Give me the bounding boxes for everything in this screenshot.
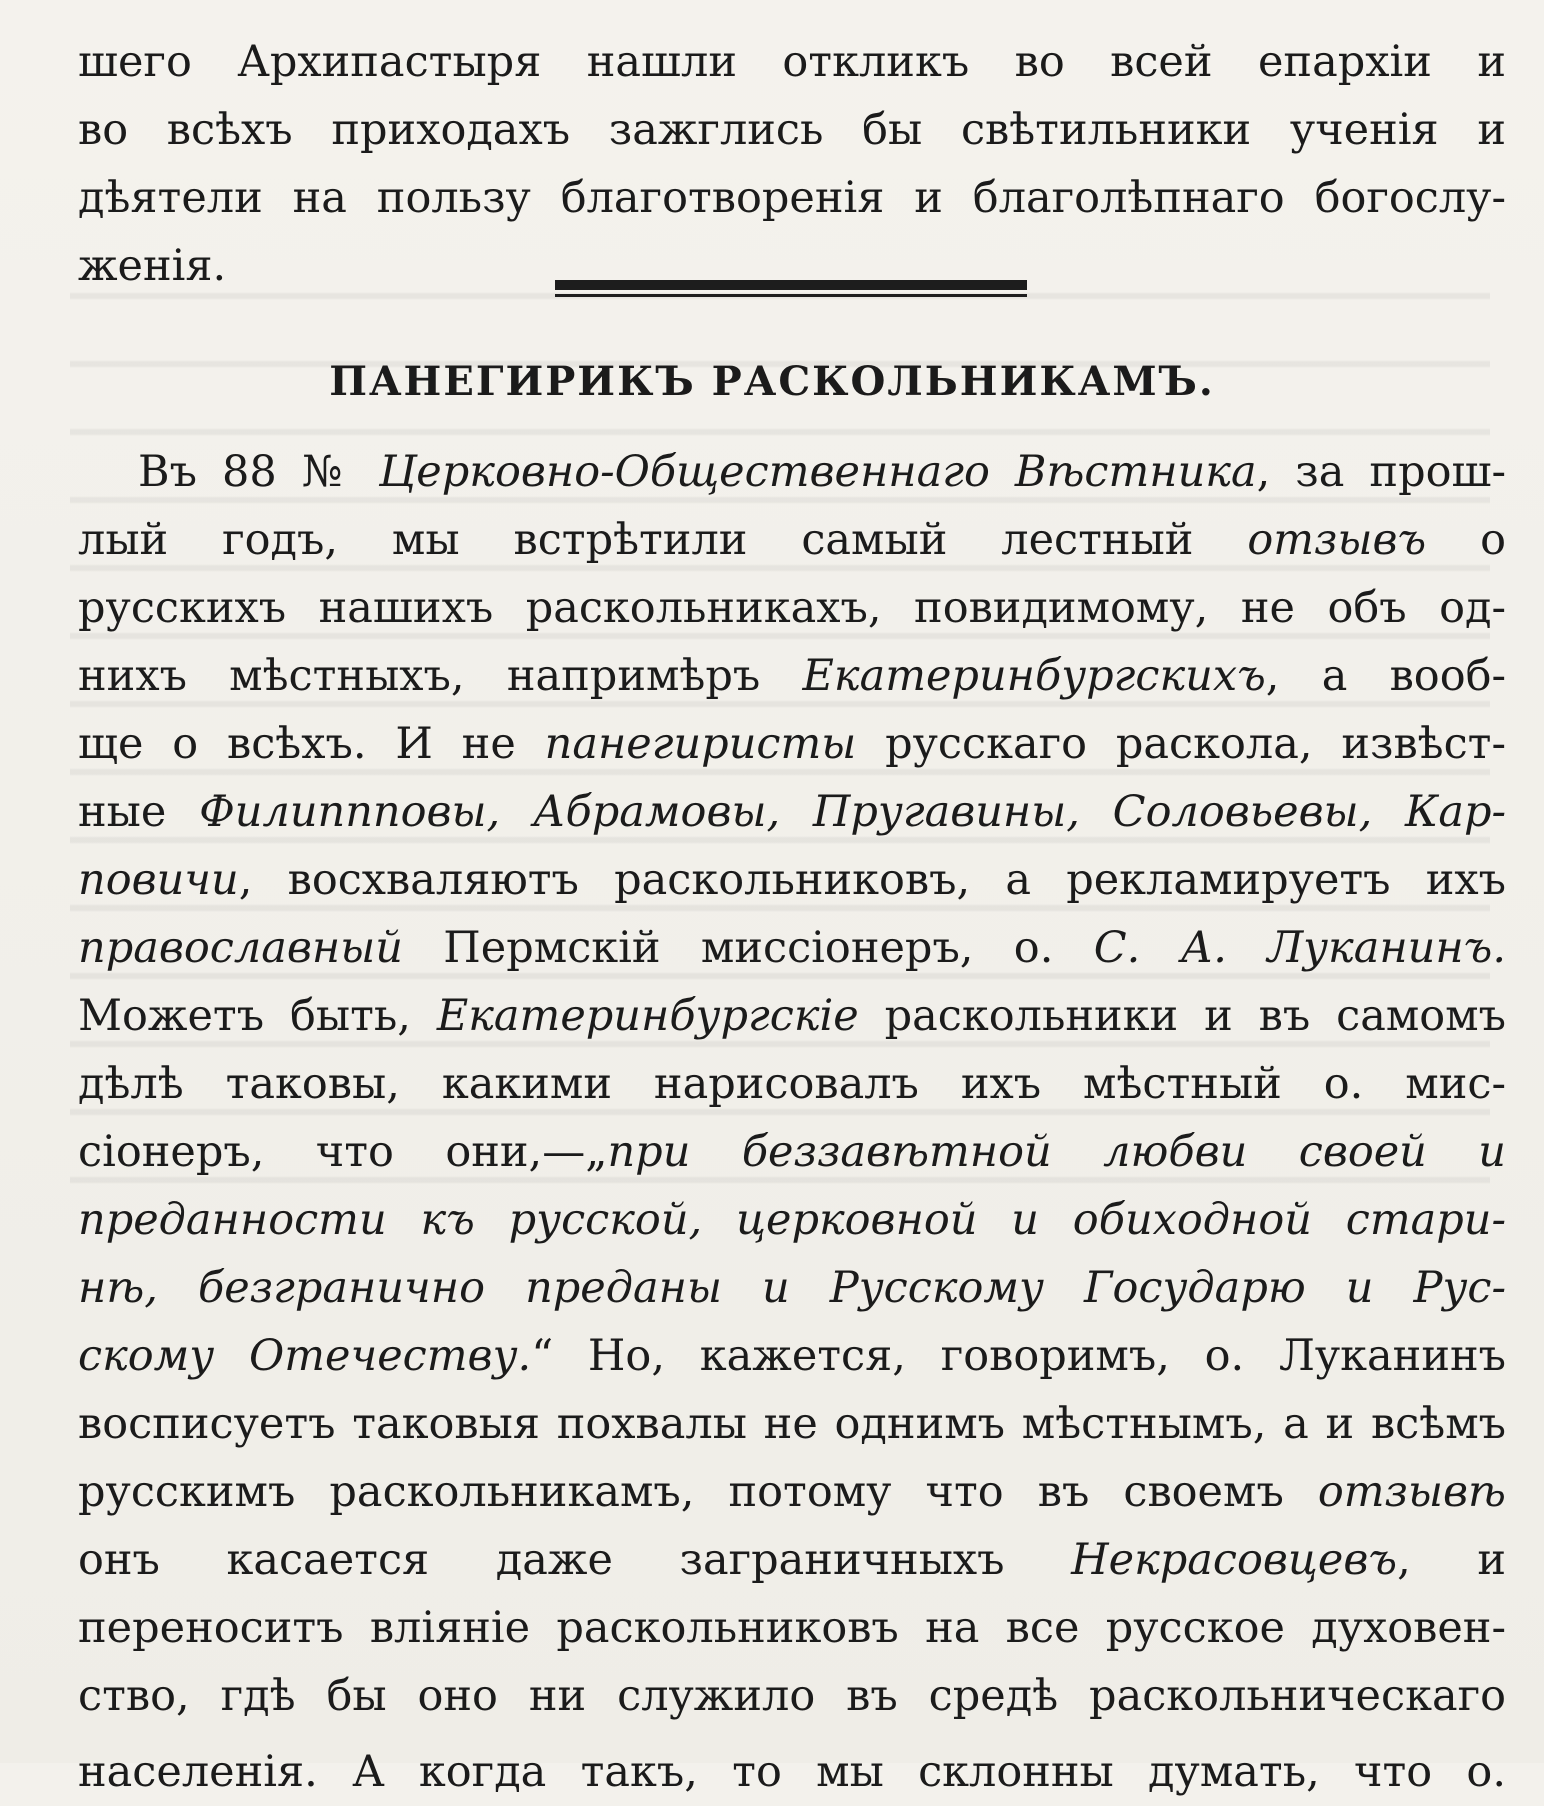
- italic-run: Екатеринбургскихъ: [802, 651, 1266, 701]
- text-run: Пермскій миссіонеръ, о.: [402, 923, 1094, 973]
- text-run: русскаго раскола, извѣст-: [856, 719, 1506, 769]
- italic-run: отзывѣ: [1317, 1467, 1506, 1517]
- italic-run: панегиристы: [544, 719, 857, 769]
- text-run: “ Но, кажется, говоримъ, о. Луканинъ: [531, 1331, 1506, 1381]
- top-paragraph: [78, 28, 1506, 300]
- text-line: дѣятели на пользу благотворенія и благолѣпнаго богослу-: [78, 173, 1506, 223]
- text-run: ще о всѣхъ. И не: [78, 719, 545, 769]
- text-line: [78, 982, 1506, 1050]
- text-line: [78, 1186, 1506, 1254]
- text-run: Въ 88 №: [138, 447, 379, 497]
- italic-run: при беззавѣтной любви своей и: [607, 1127, 1506, 1177]
- text-run: , и: [1397, 1535, 1507, 1585]
- text-line: [78, 710, 1506, 778]
- divider-thick-rule: [555, 280, 1027, 290]
- article-body: [78, 438, 1506, 1730]
- text-run: Можетъ быть,: [78, 991, 437, 1041]
- text-line: русскихъ нашихъ раскольникахъ, повидимому, не объ од-: [78, 583, 1506, 633]
- text-line: населенія. А когда такъ, то мы склонны думать, что о.: [78, 1747, 1506, 1797]
- text-line: дѣлѣ таковы, какими нарисовалъ ихъ мѣстный о. мис-: [78, 1059, 1506, 1109]
- text-line: [78, 438, 1506, 506]
- text-line: во всѣхъ приходахъ зажглись бы свѣтильники ученія и: [78, 105, 1506, 155]
- text-run: лый годъ, мы встрѣтили самый лестный: [78, 515, 1248, 565]
- text-run: ные: [78, 787, 200, 837]
- text-line: [78, 778, 1506, 846]
- text-line: [78, 1458, 1506, 1526]
- text-line: [78, 914, 1506, 982]
- text-line: [78, 1118, 1506, 1186]
- text-run: онъ касается даже заграничныхъ: [78, 1535, 1072, 1585]
- text-line: [78, 846, 1506, 914]
- italic-run: повичи: [78, 855, 239, 905]
- text-run: , восхваляютъ раскольниковъ, а рекламируетъ ихъ: [238, 855, 1506, 905]
- italic-run: преданности къ русской, церковной и обиходной стари-: [78, 1195, 1506, 1245]
- text-line: женія.: [78, 241, 227, 291]
- article-heading: ПАНЕГИРИКЪ РАСКОЛЬНИКАМЪ.: [329, 358, 1215, 405]
- text-line: [78, 642, 1506, 710]
- text-line: восписуетъ таковыя похвалы не однимъ мѣстнымъ, а и всѣмъ: [78, 1399, 1506, 1449]
- italic-run: Церковно-Общественнаго Вѣстника: [378, 447, 1257, 497]
- text-run: , а вооб-: [1265, 651, 1506, 701]
- italic-run: нѣ, безгранично преданы и Русскому Государю и Рус-: [78, 1263, 1506, 1313]
- text-line: [78, 1254, 1506, 1322]
- italic-run: Некрасовцевъ: [1071, 1535, 1398, 1585]
- italic-run: скому Отечеству.: [78, 1331, 532, 1381]
- text-run: нихъ мѣстныхъ, напримѣръ: [78, 651, 803, 701]
- text-run: , за прош-: [1256, 447, 1506, 497]
- italic-run: православный: [78, 923, 403, 973]
- italic-run: С. А. Луканинъ.: [1093, 923, 1507, 973]
- text-run: сіонеръ, что они,—„: [78, 1127, 608, 1177]
- cut-off-line: [78, 1738, 1506, 1797]
- text-line: ство, гдѣ бы оно ни служило въ средѣ раскольническаго: [78, 1671, 1506, 1721]
- text-line: [78, 1526, 1506, 1594]
- text-line: [78, 1322, 1506, 1390]
- text-line: шего Архипастыря нашли откликъ во всей епархіи и: [78, 37, 1506, 87]
- text-line: переноситъ вліяніе раскольниковъ на все русское духовен-: [78, 1603, 1506, 1653]
- italic-run: Филиппповы, Абрамовы, Пругавины, Соловьевы, Кар-: [199, 787, 1507, 837]
- section-divider: [0, 280, 1544, 310]
- text-run: раскольники и въ самомъ: [858, 991, 1506, 1041]
- divider-thin-rule: [555, 294, 1027, 297]
- italic-run: отзывъ: [1247, 515, 1427, 565]
- text-line: [78, 506, 1506, 574]
- text-run: русскимъ раскольникамъ, потому что въ своемъ: [78, 1467, 1318, 1517]
- italic-run: Екатеринбургскіе: [436, 991, 859, 1041]
- text-run: о: [1426, 515, 1506, 565]
